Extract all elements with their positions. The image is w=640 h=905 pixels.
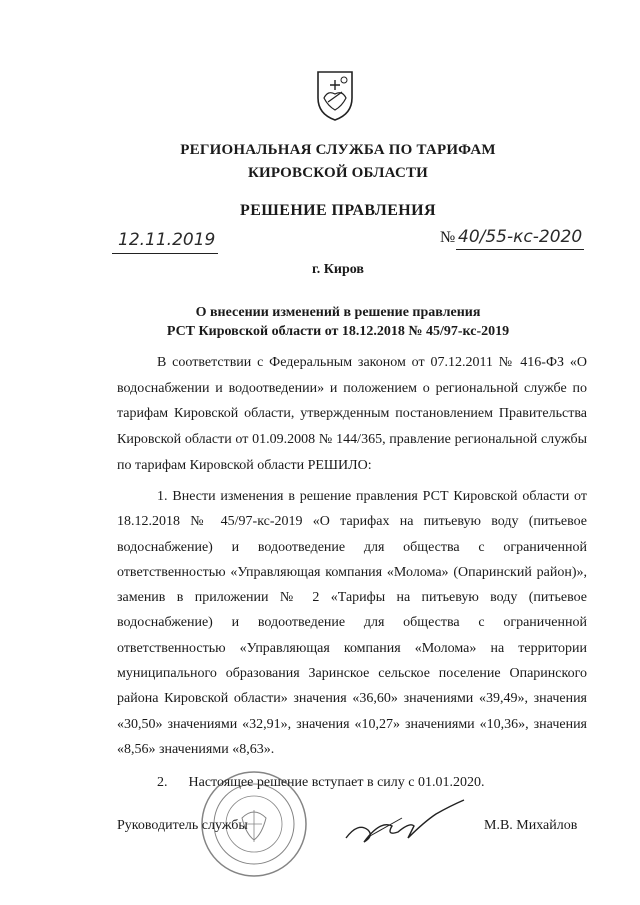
city-name: г. Киров [312, 262, 364, 277]
subject-line2: РСТ Кировской области от 18.12.2018 № 45/97-кс-2019 [166, 324, 510, 339]
decision-item-1: 1. Внести изменения в решение правления РСТ Кировской области от 18.12.2018 № 45/97-кс-2019 «О тарифах на питьевую воду (питьевое водоснабжение) и водоотведение для общества с ограниченной ответственностью «Управляющая компания «Молома» (Опаринский район)», заменив в приложении № 2 «Тарифы на питьевую воду (питьевое водоснабжение) и водоотведение для общества с ограниченной ответственностью «Управляющая компания «Молома» на территории муниципального образования Заринское сельское поселение Опаринского района Кировской области» значения «36,60» значениями «39,49», значения «30,50» значениями «32,91», значения «10,27» значениями «10,36», значения «8,56» значениями «8,63». [117, 489, 587, 757]
date-underline [112, 253, 218, 254]
document-number: 40/55-кс-2020 [458, 227, 583, 247]
handwritten-signature-icon [340, 792, 470, 852]
document-type-title: РЕШЕНИЕ ПРАВЛЕНИЯ [240, 202, 436, 219]
signatory-name: М.В. Михайлов [484, 818, 578, 833]
organization-name-line1: РЕГИОНАЛЬНАЯ СЛУЖБА ПО ТАРИФАМ [180, 142, 496, 158]
preamble-paragraph: В соответствии с Федеральным законом от 07.12.2011 № 416-ФЗ «О водоснабжении и водоотведении» и положением о региональной службе по тарифам Кировской области, утвержденным постановлением Правительства Кировской области от 01.09.2008 № 144/365, правление региональной службы по тарифам Кировской области РЕШИЛО: [117, 355, 587, 473]
subject-line1: О внесении изменений в решение правления [195, 305, 481, 320]
number-label: № [440, 229, 456, 246]
signatory-position: Руководитель службы [117, 818, 248, 833]
item-2-text: Настоящее решение вступает в силу с 01.01.2020. [188, 775, 485, 790]
document-date: 12.11.2019 [118, 230, 216, 250]
number-underline [456, 249, 584, 250]
organization-name-line2: КИРОВСКОЙ ОБЛАСТИ [247, 165, 429, 181]
item-2-number: 2. [157, 775, 168, 790]
coat-of-arms-icon [314, 68, 356, 122]
